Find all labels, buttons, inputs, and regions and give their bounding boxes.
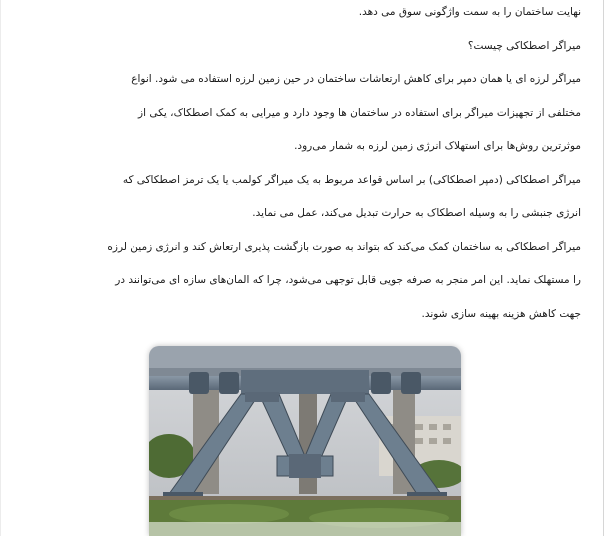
text-line: میراگر اصطکاکی (دمپر اصطکاکی) بر اساس قواعد مربوط به یک میراگر کولمب یا یک ترمز اصطکاکی که <box>122 174 581 186</box>
damper-photo <box>149 346 461 536</box>
text-line: انرژی جنبشی را به وسیله اصطکاک به حرارت تبدیل می‌کند، عمل می نماید. <box>252 207 581 219</box>
text-line: میراگر لرزه ای یا همان دمپر برای کاهش ارتعاشات ساختمان در حین زمین لرزه استفاده می شود. انواع <box>131 73 581 85</box>
damper-photo-illustration <box>149 346 461 536</box>
text-line: جهت کاهش هزینه بهینه سازی شوند. <box>421 308 581 320</box>
text-line: موثرترین روش‌ها برای استهلاک انرژی زمین لرزه به شمار می‌رود. <box>294 140 581 152</box>
section-heading: میراگر اصطکاکی چیست؟ <box>467 40 581 52</box>
text-line: نهایت ساختمان را به سمت واژگونی سوق می دهد. <box>358 6 581 18</box>
text-line: را مستهلک نماید. این امر منجر به صرفه جویی قابل توجهی می‌شود، چرا که المان‌های سازه ای می‌توانند در <box>115 274 581 286</box>
text-line: مختلفی از تجهیزات میراگر برای استفاده در ساختمان ها وجود دارد و میرایی به کمک اصطکاک، یکی از <box>138 107 581 119</box>
text-line: میراگر اصطکاکی به ساختمان کمک می‌کند که بتواند به صورت بازگشت پذیری ارتعاش کند و انرژی زمین لرزه <box>107 241 581 253</box>
